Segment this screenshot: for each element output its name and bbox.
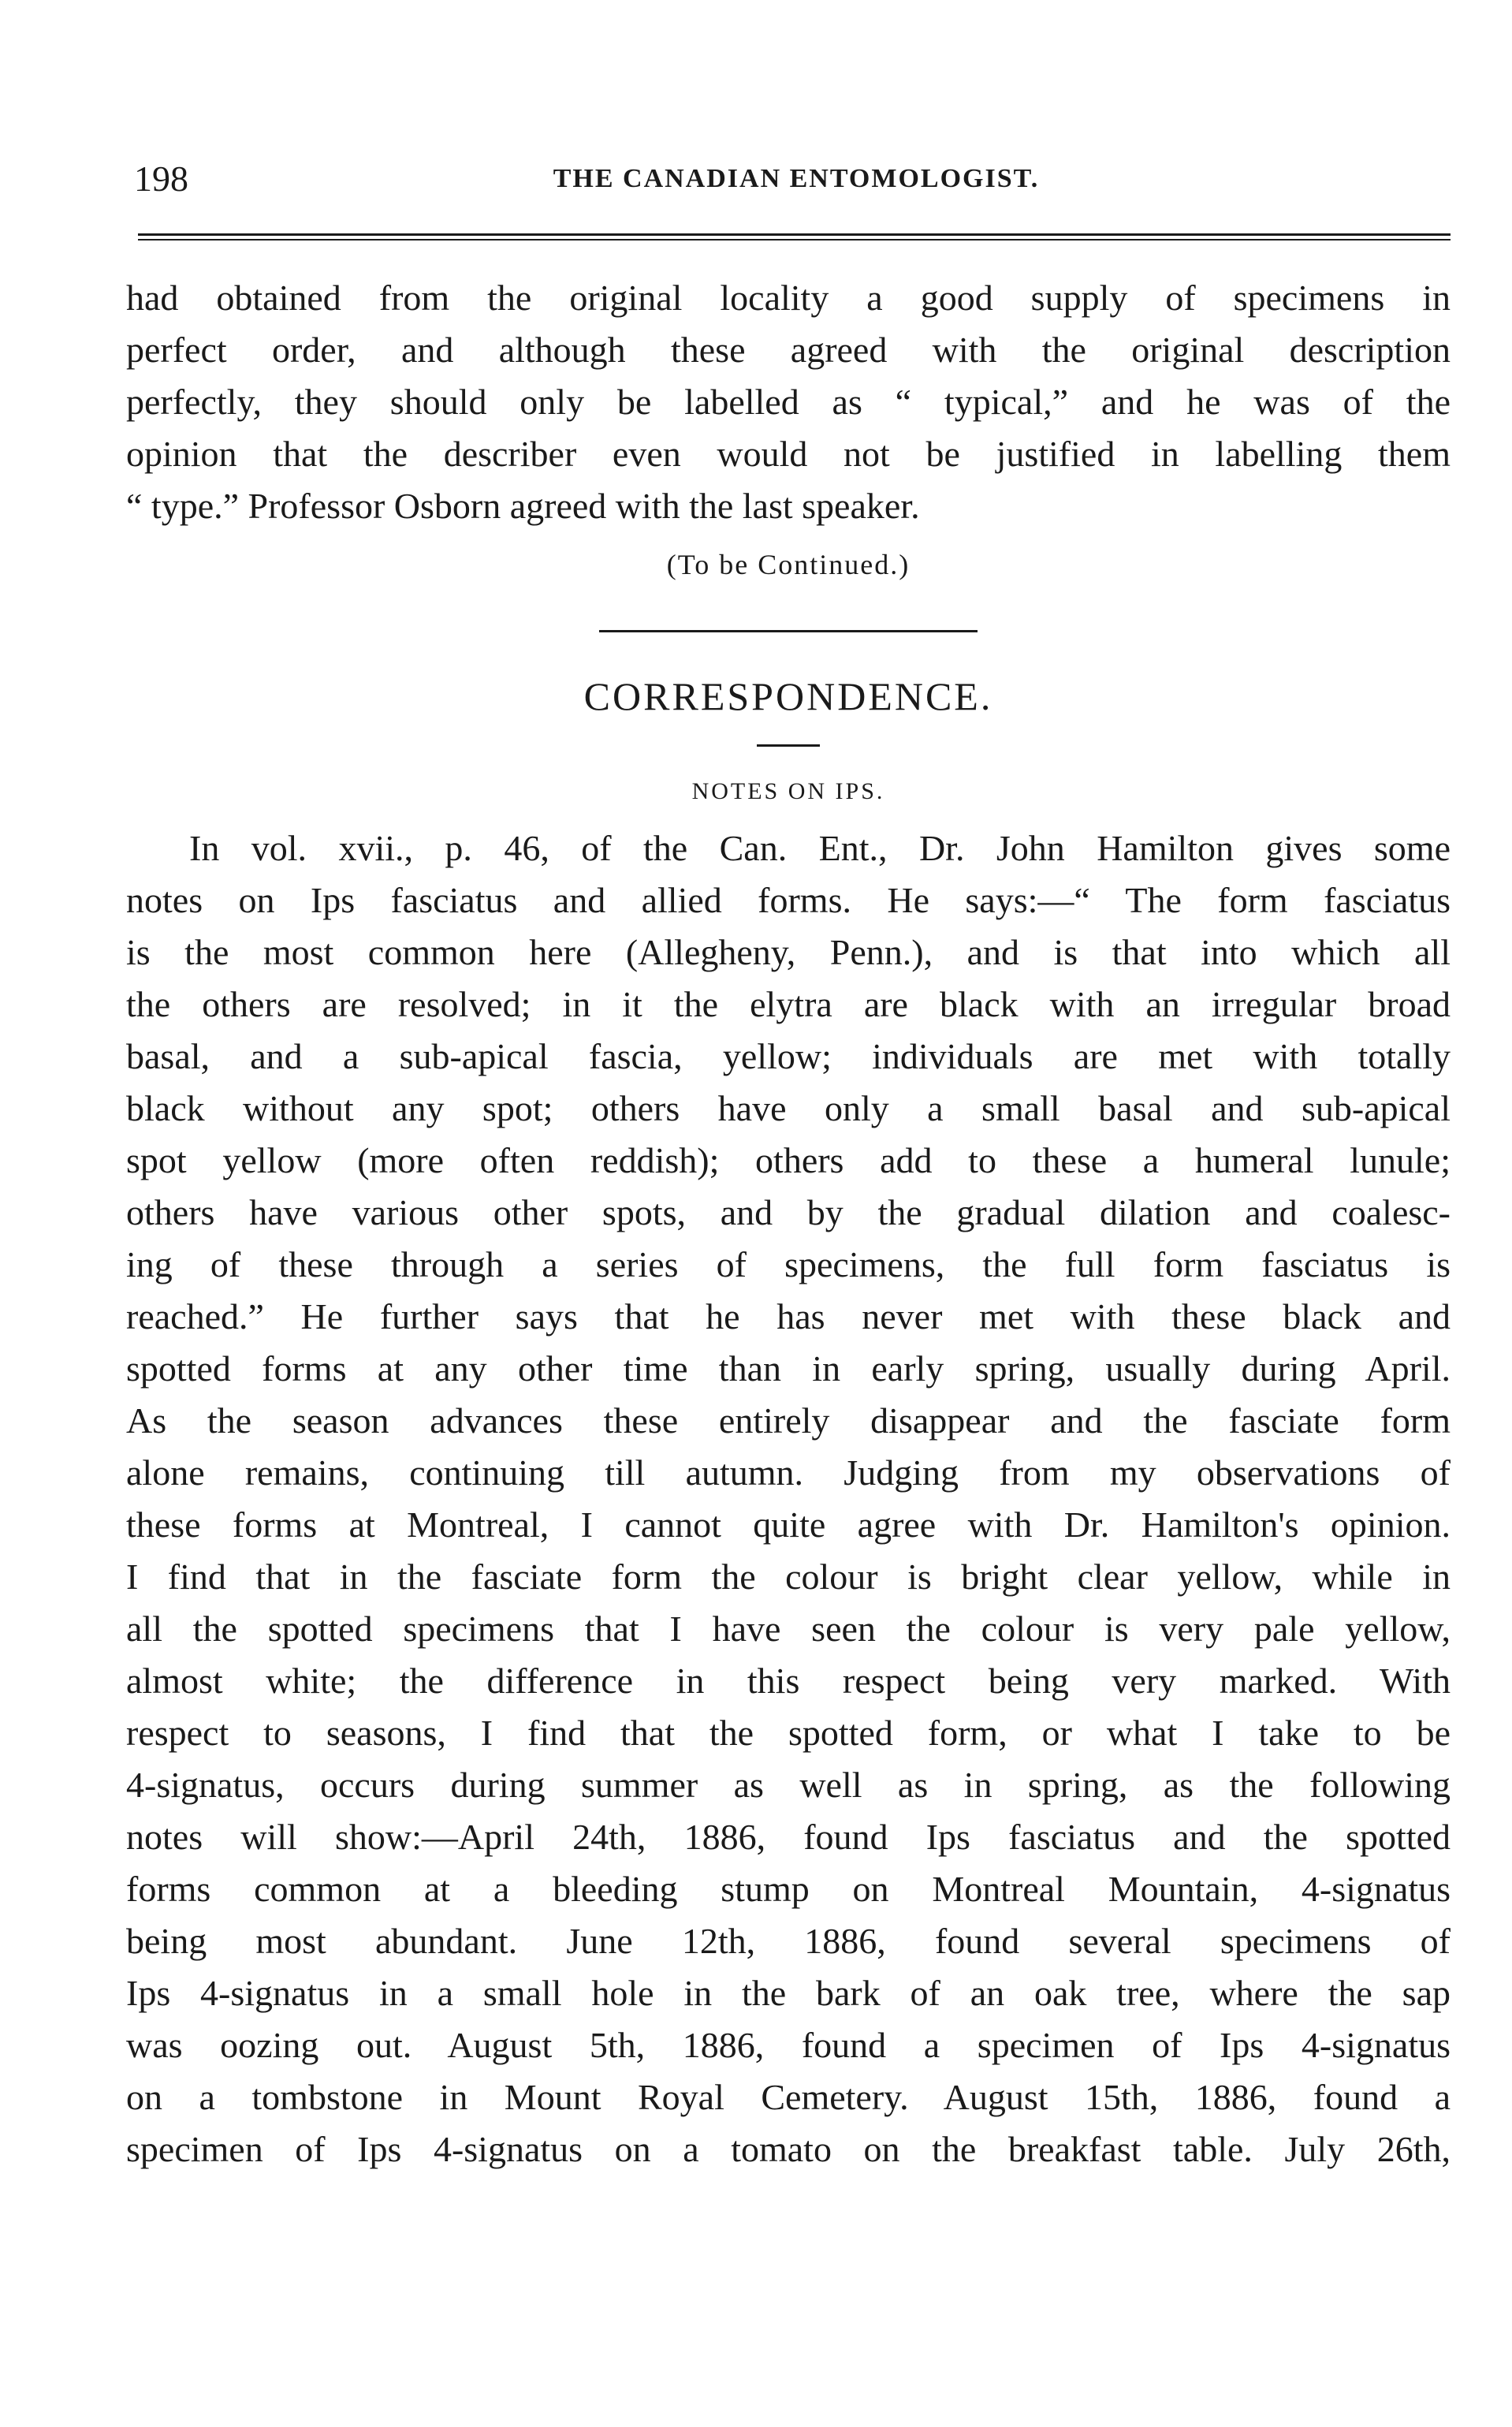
text-line: these forms at Montreal, I cannot quite agree with Dr. Hamilton's opinion. (126, 1504, 1451, 1545)
text-line: forms common at a bleeding stump on Montreal Mountain, 4-signatus (126, 1869, 1451, 1909)
page-number: 198 (134, 158, 188, 199)
text-line: As the season advances these entirely disappear and the fasciate form (126, 1400, 1451, 1441)
text-line: black without any spot; others have only a small basal and sub-apical (126, 1088, 1451, 1128)
text-line: was oozing out. August 5th, 1886, found a specimen of Ips 4-signatus (126, 2025, 1451, 2065)
title-divider (757, 744, 820, 747)
text-line: notes on Ips fasciatus and allied forms. He says:—“ The form fasciatus (126, 880, 1451, 920)
section-divider (599, 630, 978, 632)
text-line: reached.” He further says that he has never met with these black and (126, 1296, 1451, 1337)
text-line: I find that in the fasciate form the colour is bright clear yellow, while in (126, 1556, 1451, 1597)
text-line: others have various other spots, and by the gradual dilation and coalesc- (126, 1192, 1451, 1232)
body-text (126, 272, 1451, 2175)
text-line: specimen of Ips 4-signatus on a tomato on the breakfast table. July 26th, (126, 2129, 1451, 2169)
text-line: all the spotted specimens that I have seen the colour is very pale yellow, (126, 1609, 1451, 1649)
running-title: THE CANADIAN ENTOMOLOGIST. (553, 164, 1040, 193)
to-be-continued: (To be Continued.) (666, 549, 911, 580)
text-line: alone remains, continuing till autumn. Judging from my observations of (126, 1452, 1451, 1493)
article-subheading: NOTES ON IPS. (691, 778, 885, 804)
continuation-paragraph (126, 272, 1451, 532)
page-header (126, 158, 1466, 205)
text-line: Ips 4-signatus in a small hole in the bark of an oak tree, where the sap (126, 1973, 1451, 2013)
text-line: 4-signatus, occurs during summer as well as in spring, as the following (126, 1765, 1451, 1805)
text-line: basal, and a sub-apical fascia, yellow; individuals are met with totally (126, 1036, 1451, 1076)
text-line: perfect order, and although these agreed with the original description (126, 330, 1451, 370)
text-line: spotted forms at any other time than in early spring, usually during April. (126, 1348, 1451, 1389)
text-line: notes will show:—April 24th, 1886, found Ips fasciatus and the spotted (126, 1817, 1451, 1857)
text-line: being most abundant. June 12th, 1886, found several specimens of (126, 1921, 1451, 1961)
article-paragraph (126, 822, 1451, 2175)
text-line: ing of these through a series of specimens, the full form fasciatus is (126, 1244, 1451, 1284)
text-line: opinion that the describer even would not be justified in labelling them (126, 434, 1451, 474)
text-line: respect to seasons, I find that the spotted form, or what I take to be (126, 1713, 1451, 1753)
section-title: CORRESPONDENCE. (583, 674, 993, 718)
header-rule (138, 233, 1451, 236)
text-line: “ type.” Professor Osborn agreed with the last speaker. (126, 486, 920, 526)
text-line: the others are resolved; in it the elytra are black with an irregular broad (126, 984, 1451, 1024)
text-line: spot yellow (more often reddish); others add to these a humeral lunule; (126, 1140, 1451, 1180)
text-line: is the most common here (Allegheny, Penn.), and is that into which all (126, 932, 1451, 972)
text-line: had obtained from the original locality a good supply of specimens in (126, 278, 1451, 318)
text-line: perfectly, they should only be labelled as “ typical,” and he was of the (126, 382, 1451, 422)
text-line: almost white; the difference in this respect being very marked. With (126, 1661, 1451, 1701)
text-line: In vol. xvii., p. 46, of the Can. Ent., Dr. John Hamilton gives some (189, 828, 1451, 868)
text-line: on a tombstone in Mount Royal Cemetery. August 15th, 1886, found a (126, 2077, 1451, 2117)
